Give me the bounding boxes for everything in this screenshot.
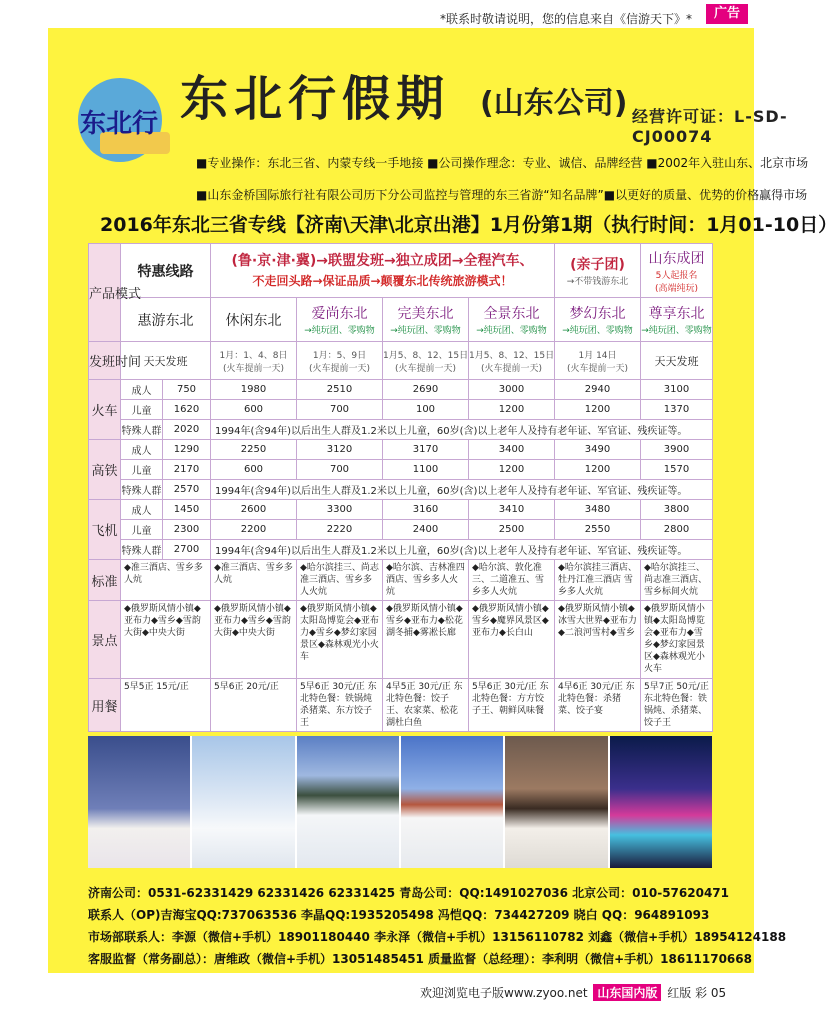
standard-label: 标准 bbox=[89, 560, 121, 601]
special-label: 特殊人群 bbox=[121, 540, 163, 560]
standard-cell: ◆准三酒店、雪乡多人炕 bbox=[211, 560, 297, 601]
shandong-group: 山东成团 5人起报名 (高端纯玩) bbox=[641, 244, 713, 298]
footer-text: 欢迎浏览电子版www.zyoo.net bbox=[420, 986, 588, 1000]
price-cell: 2600 bbox=[211, 500, 297, 520]
scenic-label: 景点 bbox=[89, 601, 121, 679]
price-cell: 3410 bbox=[469, 500, 555, 520]
meal-cell: 4早6正 30元/正 东北特色餐：杀猪菜、饺子宴 bbox=[555, 679, 641, 732]
price-cell: 3800 bbox=[641, 500, 713, 520]
product-name: 完美东北 →纯玩团、零购物 bbox=[383, 298, 469, 342]
price-cell: 2800 bbox=[641, 520, 713, 540]
price-cell: 3000 bbox=[469, 380, 555, 400]
meal-cell: 5早5正 15元/正 bbox=[121, 679, 211, 732]
contact-line-2: 联系人（OP)吉海宝QQ:737063536 李晶QQ:1935205498 冯恺QQ：734427209 晓白 QQ：964891093 bbox=[88, 908, 710, 922]
price-cell: 2300 bbox=[163, 520, 211, 540]
price-cell: 2170 bbox=[163, 460, 211, 480]
meal-cell: 4早5正 30元/正 东北特色餐：饺子王、农家菜、松花湖杜白鱼 bbox=[383, 679, 469, 732]
scenic-cell: ◆俄罗斯风情小镇◆太阳岛博览会◆亚布力◆雪乡◆梦幻家园景区◆森林观光小火车 bbox=[641, 601, 713, 679]
child-label: 儿童 bbox=[121, 460, 163, 480]
price-cell: 2700 bbox=[163, 540, 211, 560]
standard-cell: ◆哈尔滨挂三、尚志准三酒店、雪乡多人火炕 bbox=[297, 560, 383, 601]
price-cell: 1980 bbox=[211, 380, 297, 400]
feature-line-1: ■专业操作：东北三省、内蒙专线一手地接 ■公司操作理念：专业、诚信、品牌经营 ■2002年入驻山东、北京市场 bbox=[196, 156, 809, 170]
meal-cell: 5早7正 50元/正 东北特色餐：铁锅炖、杀猪菜、饺子王 bbox=[641, 679, 713, 732]
horse-sleigh-photo bbox=[505, 736, 609, 868]
standard-cell: ◆哈尔滨、敦化准三、二道准五、雪乡多人火炕 bbox=[469, 560, 555, 601]
price-cell: 1290 bbox=[163, 440, 211, 460]
depart-date: 1月5、8、12、15日 (火车提前一天) bbox=[469, 342, 555, 380]
hsr-label: 高铁 bbox=[89, 440, 121, 500]
special-note: 1994年(含94年)以后出生人群及1.2米以上儿童，60岁(含)以上老年人及持有老年证、军官证、残疾证等。 bbox=[211, 420, 713, 440]
product-name: 休闲东北 bbox=[211, 298, 297, 342]
price-cell: 2550 bbox=[555, 520, 641, 540]
price-cell: 2510 bbox=[297, 380, 383, 400]
brand-sub: (山东公司) bbox=[480, 86, 628, 121]
price-cell: 100 bbox=[383, 400, 469, 420]
price-cell: 2690 bbox=[383, 380, 469, 400]
price-cell: 3900 bbox=[641, 440, 713, 460]
price-cell: 3300 bbox=[297, 500, 383, 520]
meal-cell: 5早6正 30元/正 东北特色餐：铁锅炖杀猪菜、东方饺子王 bbox=[297, 679, 383, 732]
price-cell: 3400 bbox=[469, 440, 555, 460]
footer-edition-tag: 山东国内版 bbox=[593, 984, 661, 1001]
meal-cell: 5早6正 20元/正 bbox=[211, 679, 297, 732]
price-cell: 1100 bbox=[383, 460, 469, 480]
train-label: 火车 bbox=[89, 380, 121, 440]
contact-line-3: 市场部联系人：李源（微信+手机）18901180440 李永泽（微信+手机）13156110782 刘鑫（微信+手机）18954124188 bbox=[88, 930, 787, 944]
price-cell: 2220 bbox=[297, 520, 383, 540]
child-label: 儿童 bbox=[121, 520, 163, 540]
price-cell: 1450 bbox=[163, 500, 211, 520]
scenic-cell: ◆俄罗斯风情小镇◆雪乡◆亚布力◆松花湖冬捕◆雾凇长廊 bbox=[383, 601, 469, 679]
price-cell: 750 bbox=[163, 380, 211, 400]
svg-text:东北行: 东北行 bbox=[80, 109, 159, 139]
standard-cell: ◆哈尔滨挂三、尚志准三酒店、雪乡标间火炕 bbox=[641, 560, 713, 601]
depart-date: 1月5、8、12、15日 (火车提前一天) bbox=[383, 342, 469, 380]
price-cell: 2400 bbox=[383, 520, 469, 540]
photo-strip bbox=[88, 736, 712, 868]
product-mode-label: 产品模式 bbox=[89, 244, 121, 342]
price-table bbox=[88, 243, 713, 732]
scenic-cell: ◆俄罗斯风情小镇◆亚布力◆雪乡◆雪韵大街◆中央大街 bbox=[211, 601, 297, 679]
special-route-label: 特惠线路 bbox=[121, 244, 211, 298]
product-name: 尊享东北 →纯玩团、零购物 bbox=[641, 298, 713, 342]
ice-festival-photo bbox=[610, 736, 712, 868]
price-cell: 1620 bbox=[163, 400, 211, 420]
price-cell: 700 bbox=[297, 460, 383, 480]
feature-line-2: ■山东金桥国际旅行社有限公司历下分公司监控与管理的东三省游“知名品牌”■以更好的质量、优势的价格赢得市场 bbox=[196, 188, 808, 202]
price-cell: 1570 bbox=[641, 460, 713, 480]
depart-label: 发班时间 bbox=[89, 342, 121, 380]
brand-logo-icon bbox=[60, 72, 184, 172]
standard-cell: ◆哈尔滨挂三酒店、牡丹江准三酒店 雪乡多人火炕 bbox=[555, 560, 641, 601]
license-number: 经营许可证：L-SD-CJ00074 bbox=[632, 107, 788, 146]
rime-trees-photo bbox=[192, 736, 296, 868]
special-note: 1994年(含94年)以后出生人群及1.2米以上儿童，60岁(含)以上老年人及持有老年证、军官证、残疾证等。 bbox=[211, 480, 713, 500]
page-number: 05 bbox=[710, 986, 727, 1000]
price-cell: 2500 bbox=[469, 520, 555, 540]
price-cell: 600 bbox=[211, 400, 297, 420]
price-cell: 2570 bbox=[163, 480, 211, 500]
price-cell: 700 bbox=[297, 400, 383, 420]
footer-color: 彩 bbox=[695, 986, 708, 1000]
route-description: (鲁·京·津·冀)→联盟发班→独立成团→全程汽车、 不走回头路→保证品质→颠覆东北传统旅游模式！ bbox=[211, 244, 555, 298]
standard-cell: ◆准三酒店、雪乡多人炕 bbox=[121, 560, 211, 601]
headline: 2016年东北三省专线【济南\天津\北京出港】1月份第1期（执行时间：1月01-10日） bbox=[100, 214, 837, 236]
price-cell: 1200 bbox=[555, 460, 641, 480]
depart-date: 1月 14日 (火车提前一天) bbox=[555, 342, 641, 380]
price-cell: 2020 bbox=[163, 420, 211, 440]
meal-cell: 5早6正 30元/正 东北特色餐：方方饺子王、朝鲜风味餐 bbox=[469, 679, 555, 732]
depart-date: 1月：5、9日 (火车提前一天) bbox=[297, 342, 383, 380]
depart-date: 天天发班 bbox=[121, 342, 211, 380]
price-cell: 2940 bbox=[555, 380, 641, 400]
price-cell: 3160 bbox=[383, 500, 469, 520]
adult-label: 成人 bbox=[121, 440, 163, 460]
contact-line-1: 济南公司：0531-62331429 62331426 62331425 青岛公司：QQ:1491027036 北京公司：010-57620471 bbox=[88, 886, 730, 900]
product-name: 梦幻东北 →纯玩团、零购物 bbox=[555, 298, 641, 342]
scenic-cell: ◆俄罗斯风情小镇◆冰雪大世界◆亚布力◆二浪河雪村◆雪乡 bbox=[555, 601, 641, 679]
footer bbox=[420, 984, 726, 1001]
scenic-cell: ◆俄罗斯风情小镇◆雪乡◆魔界风景区◆亚布力◆长白山 bbox=[469, 601, 555, 679]
product-name: 爱尚东北 →纯玩团、零购物 bbox=[297, 298, 383, 342]
price-cell: 600 bbox=[211, 460, 297, 480]
footer-edition: 红版 bbox=[667, 986, 692, 1000]
price-cell: 1200 bbox=[555, 400, 641, 420]
special-label: 特殊人群 bbox=[121, 480, 163, 500]
depart-date: 天天发班 bbox=[641, 342, 713, 380]
price-cell: 3480 bbox=[555, 500, 641, 520]
parent-child-group: (亲子团) →不带钱游东北 bbox=[555, 244, 641, 298]
contact-line-4: 客服监督（常务副总）：唐维政（微信+手机）13051485451 质量监督（总经理）：李利明（微信+手机）18611170668 bbox=[88, 952, 752, 966]
product-name: 全景东北 →纯玩团、零购物 bbox=[469, 298, 555, 342]
brand-name: 东北行假期 bbox=[180, 71, 451, 127]
scenic-cell: ◆俄罗斯风情小镇◆亚布力◆雪乡◆雪韵大街◆中央大街 bbox=[121, 601, 211, 679]
price-cell: 3120 bbox=[297, 440, 383, 460]
adult-label: 成人 bbox=[121, 500, 163, 520]
special-label: 特殊人群 bbox=[121, 420, 163, 440]
price-cell: 1200 bbox=[469, 400, 555, 420]
child-label: 儿童 bbox=[121, 400, 163, 420]
ad-badge: 广告 bbox=[706, 4, 748, 24]
snow-village-photo bbox=[88, 736, 192, 868]
ski-slope-photo bbox=[297, 736, 401, 868]
product-name: 惠游东北 bbox=[121, 298, 211, 342]
adult-label: 成人 bbox=[121, 380, 163, 400]
scenic-cell: ◆俄罗斯风情小镇◆太阳岛博览会◆亚布力◆雪乡◆梦幻家园景区◆森林观光小火车 bbox=[297, 601, 383, 679]
price-cell: 1370 bbox=[641, 400, 713, 420]
snow-house-photo bbox=[401, 736, 505, 868]
meal-label: 用餐 bbox=[89, 679, 121, 732]
price-cell: 3170 bbox=[383, 440, 469, 460]
price-cell: 1200 bbox=[469, 460, 555, 480]
source-note: *联系时敬请说明，您的信息来自《信游天下》* bbox=[440, 12, 693, 26]
price-cell: 3490 bbox=[555, 440, 641, 460]
special-note: 1994年(含94年)以后出生人群及1.2米以上儿童，60岁(含)以上老年人及持有老年证、军官证、残疾证等。 bbox=[211, 540, 713, 560]
price-cell: 3100 bbox=[641, 380, 713, 400]
price-cell: 2200 bbox=[211, 520, 297, 540]
standard-cell: ◆哈尔滨、吉林准四酒店、雪乡多人火炕 bbox=[383, 560, 469, 601]
price-cell: 2250 bbox=[211, 440, 297, 460]
plane-label: 飞机 bbox=[89, 500, 121, 560]
depart-date: 1月：1、4、8日 (火车提前一天) bbox=[211, 342, 297, 380]
